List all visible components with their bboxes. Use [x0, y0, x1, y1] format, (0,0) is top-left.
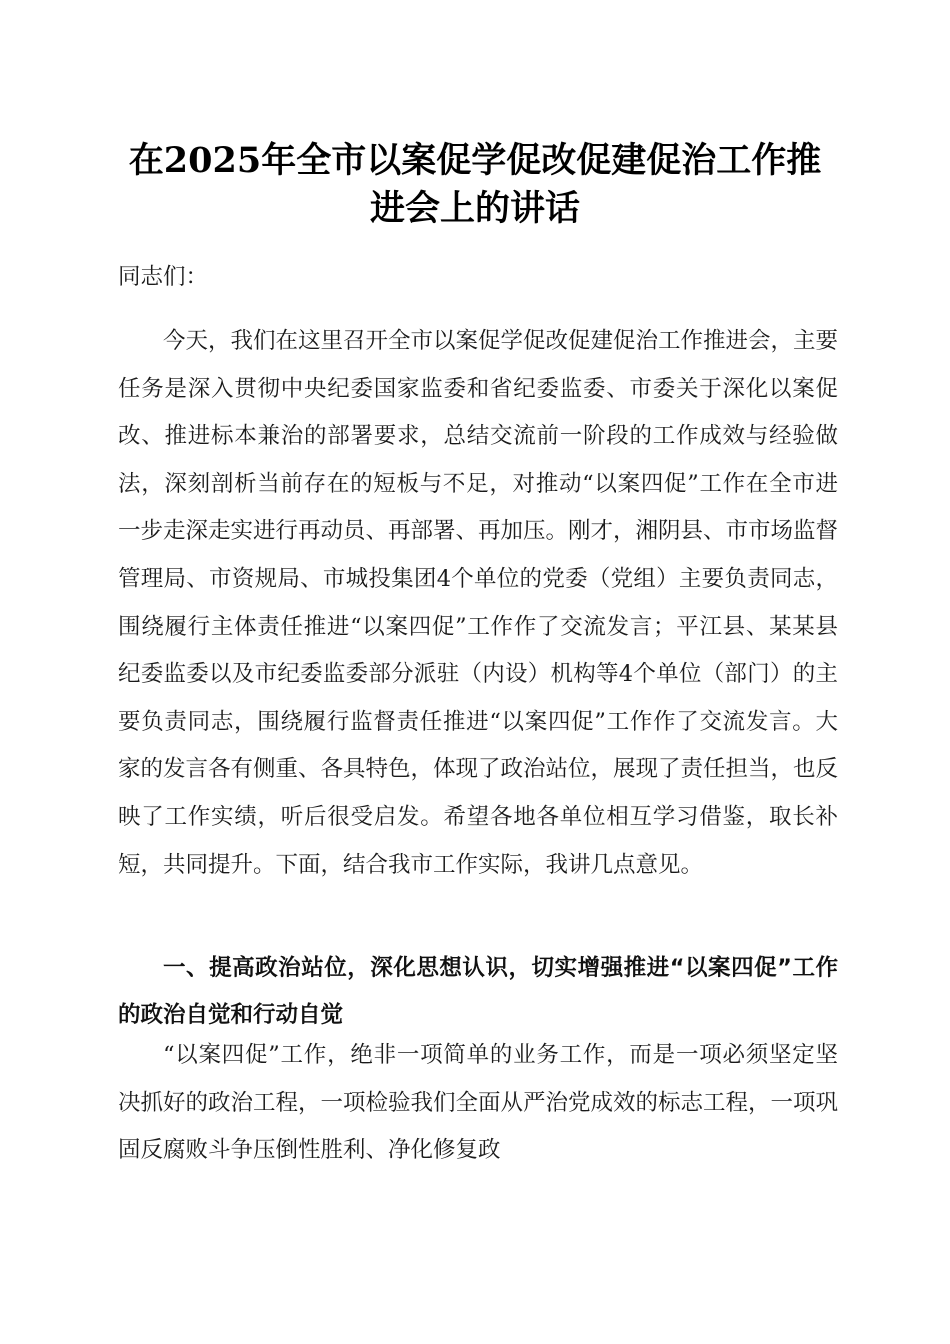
document-title-line-2: 进会上的讲话 — [369, 188, 580, 229]
document-title-line-1: 在2025年全市以案促学促改促建促治工作推 — [128, 140, 822, 181]
paragraph-intro: 今天，我们在这里召开全市以案促学促改促建促治工作推进会，主要任务是深入贯彻中央纪委国家监委和省纪委监委、市委关于深化以案促改、推进标本兼治的部署要求，总结交流前一阶段的工作成效与经验做法，深刻剖析当前存在的短板与不足，对推动“以案四促”工作在全市进一步走深走实进行再动员、再部署、再加压。刚才，湘阴县、市市场监督管理局、市资规局、市城投集团4个单位的党委（党组）主要负责同志，围绕履行主体责任推进“以案四促”工作作了交流发言；平江县、某某县纪委监委以及市纪委监委部分派驻（内设）机构等4个单位（部门）的主要负责同志，围绕履行监督责任推进“以案四促”工作作了交流发言。大家的发言各有侧重、各具特色，体现了政治站位，展现了责任担当，也反映了工作实绩，听后很受启发。希望各地各单位相互学习借鉴，取长补短，共同提升。下面，结合我市工作实际，我讲几点意见。 — [118, 328, 839, 878]
section-heading-1: 一、提高政治站位，深化思想认识，切实增强推进“以案四促”工作的政治自觉和行动自觉 — [118, 955, 838, 1028]
salutation: 同志们： — [118, 264, 209, 290]
paragraph-section-1: “以案四促”工作，绝非一项简单的业务工作，而是一项必须坚定坚决抓好的政治工程，一项检验我们全面从严治党成效的标志工程，一项巩固反腐败斗争压倒性胜利、净化修复政 — [118, 1042, 839, 1164]
